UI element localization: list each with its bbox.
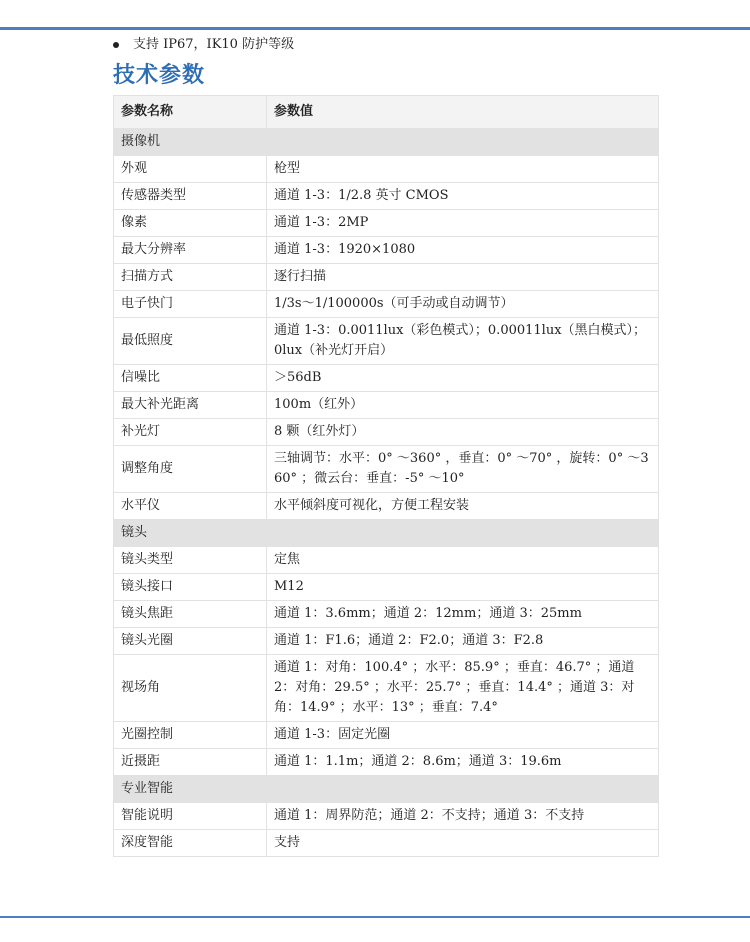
table-row bbox=[114, 830, 659, 857]
param-name-cell: 镜头接口 bbox=[114, 574, 267, 601]
param-value-cell: 逐行扫描 bbox=[267, 264, 659, 291]
table-row bbox=[114, 365, 659, 392]
param-value-cell: 通道 1-3：固定光圈 bbox=[267, 722, 659, 749]
param-name-cell: 光圈控制 bbox=[114, 722, 267, 749]
section-empty-cell bbox=[267, 129, 659, 156]
param-name-cell: 扫描方式 bbox=[114, 264, 267, 291]
table-row bbox=[114, 722, 659, 749]
section-row bbox=[114, 776, 659, 803]
param-value-cell: 通道 1：对角：100.4° ；水平：85.9° ；垂直：46.7° ；通道 2：对角：29.5° ；水平：25.7° ；垂直：14.4° ；通道 3：对角：14.9° ；水平：13° ；垂直：7.4° bbox=[267, 655, 659, 722]
section-empty-cell bbox=[267, 776, 659, 803]
section-title-cell: 镜头 bbox=[114, 520, 267, 547]
param-value-cell: 通道 1-3：2MP bbox=[267, 210, 659, 237]
header-rule bbox=[0, 27, 750, 30]
param-name-cell: 镜头光圈 bbox=[114, 628, 267, 655]
table-row bbox=[114, 183, 659, 210]
param-value-cell: 支持 bbox=[267, 830, 659, 857]
param-value-cell: 通道 1-3：0.0011lux（彩色模式）；0.00011lux（黑白模式）；0lux（补光灯开启） bbox=[267, 318, 659, 365]
param-value-cell: 通道 1：1.1m；通道 2：8.6m；通道 3：19.6m bbox=[267, 749, 659, 776]
param-name-cell: 镜头焦距 bbox=[114, 601, 267, 628]
param-name-cell: 最低照度 bbox=[114, 318, 267, 365]
param-value-cell: 8 颗（红外灯） bbox=[267, 419, 659, 446]
param-value-cell: 通道 1-3：1920×1080 bbox=[267, 237, 659, 264]
param-name-cell: 调整角度 bbox=[114, 446, 267, 493]
spec-table-body bbox=[114, 129, 659, 857]
param-value-cell: 100m（红外） bbox=[267, 392, 659, 419]
table-row bbox=[114, 803, 659, 830]
param-value-cell: ＞56dB bbox=[267, 365, 659, 392]
table-row bbox=[114, 655, 659, 722]
section-row bbox=[114, 129, 659, 156]
table-row bbox=[114, 628, 659, 655]
param-value-cell: 定焦 bbox=[267, 547, 659, 574]
param-name-cell: 深度智能 bbox=[114, 830, 267, 857]
param-name-cell: 补光灯 bbox=[114, 419, 267, 446]
table-row bbox=[114, 419, 659, 446]
param-name-cell: 传感器类型 bbox=[114, 183, 267, 210]
param-value-cell: 1/3s～1/100000s（可手动或自动调节） bbox=[267, 291, 659, 318]
section-title-cell: 专业智能 bbox=[114, 776, 267, 803]
table-row bbox=[114, 318, 659, 365]
bullet-icon bbox=[113, 42, 119, 48]
section-row bbox=[114, 520, 659, 547]
param-name-cell: 信噪比 bbox=[114, 365, 267, 392]
table-row bbox=[114, 574, 659, 601]
table-row bbox=[114, 749, 659, 776]
table-row bbox=[114, 601, 659, 628]
table-row bbox=[114, 291, 659, 318]
param-name-cell: 最大补光距离 bbox=[114, 392, 267, 419]
table-row bbox=[114, 446, 659, 493]
param-value-cell: 枪型 bbox=[267, 156, 659, 183]
intro-bullet-item bbox=[113, 36, 294, 54]
param-name-cell: 智能说明 bbox=[114, 803, 267, 830]
table-row bbox=[114, 156, 659, 183]
table-row bbox=[114, 237, 659, 264]
param-name-cell: 像素 bbox=[114, 210, 267, 237]
param-name-cell: 近摄距 bbox=[114, 749, 267, 776]
param-value-cell: 三轴调节：水平：0° ～360° ，垂直：0° ～70° ，旋转：0° ～360° ；微云台：垂直：-5° ～10° bbox=[267, 446, 659, 493]
table-row bbox=[114, 547, 659, 574]
param-value-cell: 通道 1：F1.6；通道 2：F2.0；通道 3：F2.8 bbox=[267, 628, 659, 655]
param-name-cell: 水平仪 bbox=[114, 493, 267, 520]
section-title: 技术参数 bbox=[113, 63, 206, 88]
table-row bbox=[114, 264, 659, 291]
param-name-cell: 外观 bbox=[114, 156, 267, 183]
param-name-cell: 镜头类型 bbox=[114, 547, 267, 574]
table-row bbox=[114, 210, 659, 237]
section-empty-cell bbox=[267, 520, 659, 547]
param-name-cell: 最大分辨率 bbox=[114, 237, 267, 264]
param-value-cell: 通道 1-3：1/2.8 英寸 CMOS bbox=[267, 183, 659, 210]
table-row bbox=[114, 392, 659, 419]
param-value-cell: 水平倾斜度可视化，方便工程安装 bbox=[267, 493, 659, 520]
spec-table bbox=[113, 95, 659, 857]
section-title-cell: 摄像机 bbox=[114, 129, 267, 156]
table-header-row bbox=[114, 96, 659, 129]
table-row bbox=[114, 493, 659, 520]
param-value-cell: 通道 1：周界防范；通道 2：不支持；通道 3：不支持 bbox=[267, 803, 659, 830]
intro-bullet-text: 支持 IP67，IK10 防护等级 bbox=[133, 37, 295, 52]
header-param-value: 参数值 bbox=[267, 96, 659, 129]
param-name-cell: 视场角 bbox=[114, 655, 267, 722]
param-value-cell: 通道 1：3.6mm；通道 2：12mm；通道 3：25mm bbox=[267, 601, 659, 628]
header-param-name: 参数名称 bbox=[114, 96, 267, 129]
footer-rule bbox=[0, 916, 750, 918]
param-name-cell: 电子快门 bbox=[114, 291, 267, 318]
param-value-cell: M12 bbox=[267, 574, 659, 601]
